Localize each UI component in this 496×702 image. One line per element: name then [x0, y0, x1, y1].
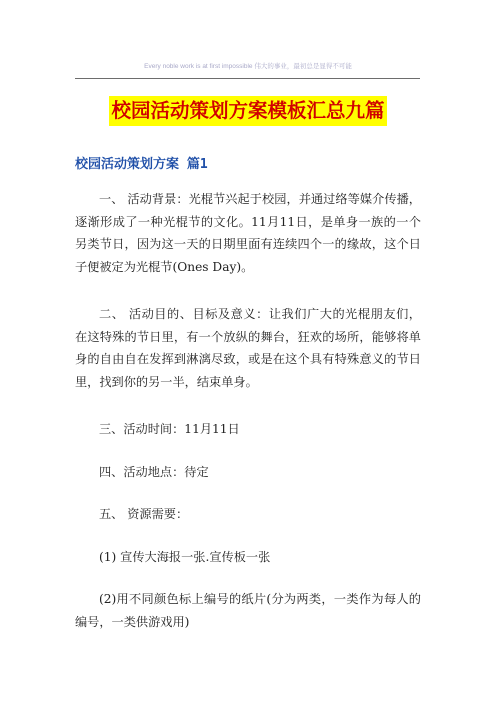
paragraph-line: 逐渐形成了一种光棍节的文化。11月11日，是单身一族的一个 [75, 214, 421, 229]
paragraph-line: (1) 宣传大海报一张.宣传板一张 [99, 550, 271, 564]
section-heading: 校园活动策划方案 篇1 [75, 157, 208, 172]
paragraph-resources [75, 503, 421, 526]
paragraph-line: 编号，一类供游戏用) [75, 614, 190, 629]
paragraph-line: 四、活动地点：待定 [99, 465, 209, 479]
paragraph-background [75, 188, 421, 278]
paragraph-resource-item-1 [75, 546, 421, 569]
paragraph-line: 二、 活动目的、目标及意义：让我们广大的光棍朋友们， [99, 307, 421, 321]
paragraph-location [75, 461, 421, 484]
paragraph-resource-item-2 [75, 588, 421, 633]
paragraph-line: 五、 资源需要： [99, 507, 189, 521]
title-container [0, 96, 496, 126]
page-header-tagline: Every noble work is at first impossible 伟大的事业，最初总是显得不可能 [144, 63, 352, 70]
document-title: 校园活动策划方案模板汇总九篇 [109, 96, 386, 126]
paragraph-time [75, 418, 421, 441]
paragraph-line: 在这特殊的节日里，有一个放纵的舞台，狂欢的场所，能够将单 [75, 329, 421, 344]
paragraph-line: 子便被定为光棍节(Ones Day)。 [75, 259, 254, 274]
paragraph-line: 另类节日，因为这一天的日期里面有连续四个一的缘故，这个日 [75, 237, 421, 251]
paragraph-line: 身的自由自在发挥到淋漓尽致，或是在这个具有特殊意义的节日 [75, 352, 421, 366]
paragraph-line: 一、 活动背景：光棍节兴起于校园，并通过络等媒介传播， [99, 192, 421, 206]
paragraph-purpose [75, 303, 421, 393]
paragraph-line: 里，找到你的另一半，结束单身。 [75, 374, 258, 389]
paragraph-line: (2)用不同颜色标上编号的纸片(分为两类，一类作为每人的 [99, 592, 421, 606]
paragraph-line: 三、活动时间：11月11日 [99, 422, 240, 436]
header-divider [75, 78, 420, 79]
